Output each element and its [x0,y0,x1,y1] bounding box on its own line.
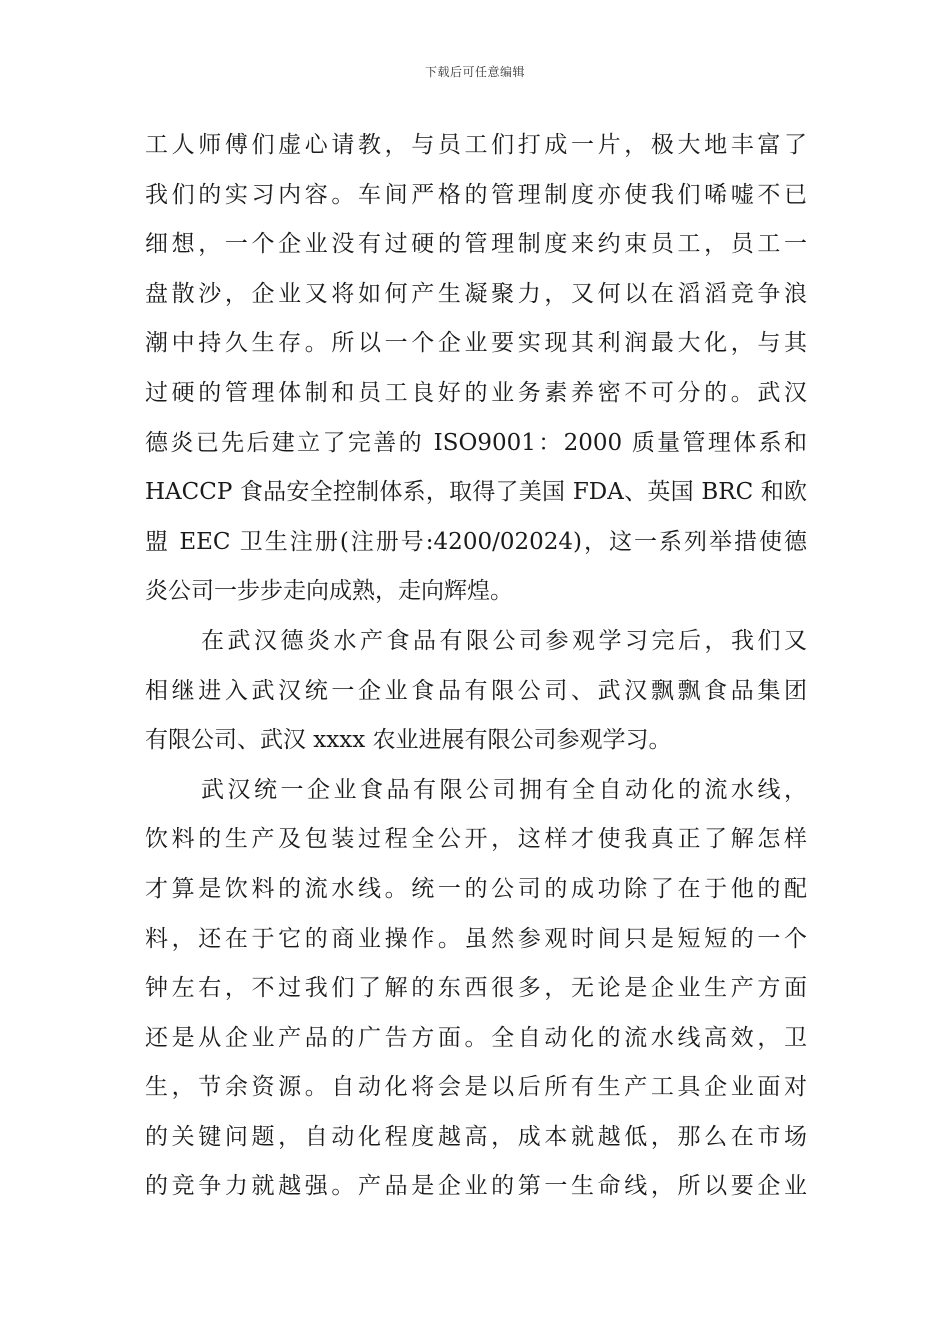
text-line: 炎公司一步步走向成熟，走向辉煌。 [145,578,513,605]
text-line: 武汉统一企业食品有限公司拥有全自动化的流水线， [201,776,807,803]
text-line: 钟左右，不过我们了解的东西很多，无论是企业生产方面 [145,975,807,1002]
text-line: 细想，一个企业没有过硬的管理制度来约束员工，员工一 [145,231,807,258]
text-line: 相继进入武汉统一企业食品有限公司、武汉飘飘食品集团 [145,677,807,704]
text-line: 潮中持久生存。所以一个企业要实现其利润最大化，与其 [145,330,807,357]
text-line: 饮料的生产及包装过程全公开，这样才使我真正了解怎样 [145,826,807,853]
paragraph-1 [145,121,807,617]
text-line: 有限公司、武汉 xxxx 农业进展有限公司参观学习。 [145,727,672,754]
text-line: 盘散沙，企业又将如何产生凝聚力，又何以在滔滔竞争浪 [145,280,807,307]
text-line: 生，节余资源。自动化将会是以后所有生产工具企业面对 [145,1074,807,1101]
page-header: 下载后可任意编辑 [424,65,525,79]
text-line: 的竞争力就越强。产品是企业的第一生命线，所以要企业 [145,1173,807,1200]
text-line: 盟 EEC 卫生注册(注册号:4200/02024)，这一系列举措使德 [145,528,807,555]
text-line: 料，还在于它的商业操作。虽然参观时间只是短短的一个 [145,925,807,952]
text-line: 在武汉德炎水产食品有限公司参观学习完后，我们又 [201,627,807,654]
text-line: 的关键问题，自动化程度越高，成本就越低，那么在市场 [145,1123,807,1150]
text-line: HACCP 食品安全控制体系，取得了美国 FDA、英国 BRC 和欧 [145,479,807,506]
text-line: 还是从企业产品的广告方面。全自动化的流水线高效，卫 [145,1024,807,1051]
text-line: 德炎已先后建立了完善的 ISO9001：2000 质量管理体系和 [145,429,807,456]
document-body [145,121,807,1212]
text-line: 过硬的管理体制和员工良好的业务素养密不可分的。武汉 [145,379,807,406]
text-line: 才算是饮料的流水线。统一的公司的成功除了在于他的配 [145,875,807,902]
text-line: 我们的实习内容。车间严格的管理制度亦使我们唏嘘不已 [145,181,807,208]
paragraph-2 [145,617,807,766]
paragraph-3 [145,766,807,1212]
text-line: 工人师傅们虚心请教，与员工们打成一片，极大地丰富了 [145,132,807,158]
